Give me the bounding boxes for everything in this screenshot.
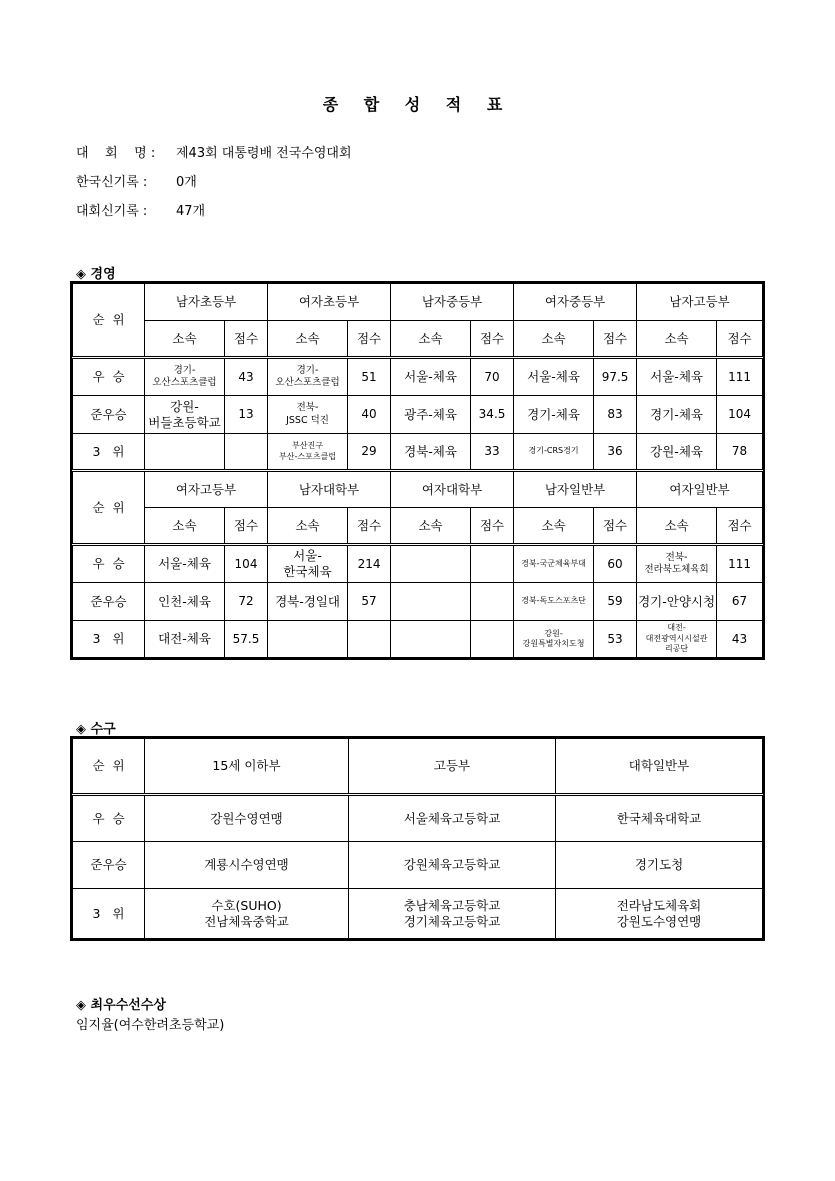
score-cell: 72: [225, 583, 268, 621]
score-cell: 57.5: [225, 621, 268, 658]
rank-cell: 3 위: [73, 889, 145, 939]
team-cell: 경북-독도스포츠단: [514, 583, 594, 621]
team-cell: 경기- 오산스포츠클럽: [145, 358, 225, 396]
score-header: 점수: [471, 321, 514, 358]
team-cell: 경기도청: [556, 842, 763, 889]
info-row-korean-record: [76, 171, 197, 190]
rank-cell: 준우승: [73, 842, 145, 889]
score-cell: [471, 583, 514, 621]
section-title-swimming: ◈ 경영: [76, 267, 116, 282]
division-header: 15세 이하부: [145, 739, 349, 795]
division-header: 여자일반부: [637, 471, 763, 508]
rank-cell: 우 승: [73, 545, 145, 583]
table-row: [73, 621, 763, 658]
score-cell: 29: [348, 434, 391, 471]
team-cell: 강원-체육: [637, 434, 717, 471]
info-label: 대회신기록 :: [76, 204, 148, 219]
rank-cell: 3 위: [73, 621, 145, 658]
rank-cell: 우 승: [73, 358, 145, 396]
sub-header-row: [73, 508, 763, 545]
score-cell: 40: [348, 396, 391, 434]
team-cell: 경기-체육: [637, 396, 717, 434]
team-header: 소속: [391, 321, 471, 358]
page-title: 종 합 성 적 표: [322, 95, 513, 114]
team-cell: 강원- 강원특별자치도청: [514, 621, 594, 658]
team-header: 소속: [268, 321, 348, 358]
table-row: [73, 358, 763, 396]
team-cell: 경북-경일대: [268, 583, 348, 621]
team-cell: 계룡시수영연맹: [145, 842, 349, 889]
score-cell: 67: [717, 583, 763, 621]
rank-cell: 우 승: [73, 795, 145, 842]
table-row: [73, 396, 763, 434]
team-cell: 전북- JSSC 덕진: [268, 396, 348, 434]
waterpolo-header-row: [73, 739, 763, 795]
score-cell: 36: [594, 434, 637, 471]
score-cell: 53: [594, 621, 637, 658]
team-cell: 인천-체육: [145, 583, 225, 621]
score-cell: 78: [717, 434, 763, 471]
team-header: 소속: [391, 508, 471, 545]
team-cell: 강원- 버들초등학교: [145, 396, 225, 434]
team-header: 소속: [514, 321, 594, 358]
info-value: 47개: [176, 204, 206, 219]
table-row: [73, 795, 763, 842]
table-row: [73, 583, 763, 621]
info-label: 대 회 명 :: [76, 146, 156, 161]
score-header: 점수: [348, 321, 391, 358]
info-row-meet: [76, 142, 352, 161]
team-cell: 강원수영연맹: [145, 795, 349, 842]
team-cell: 경기-CRS경기: [514, 434, 594, 471]
score-cell: 60: [594, 545, 637, 583]
team-cell: 강원체육고등학교: [349, 842, 556, 889]
rank-cell: 3 위: [73, 434, 145, 471]
rank-header: 순 위: [73, 284, 145, 358]
score-cell: 104: [225, 545, 268, 583]
division-header-row: [73, 471, 763, 508]
score-cell: 70: [471, 358, 514, 396]
team-header: 소속: [145, 321, 225, 358]
score-cell: [225, 434, 268, 471]
team-cell: 한국체육대학교: [556, 795, 763, 842]
division-header: 남자일반부: [514, 471, 637, 508]
info-value: 0개: [176, 175, 197, 190]
team-cell: 부산진구 부산-스포츠클럽: [268, 434, 348, 471]
team-cell: [391, 621, 471, 658]
division-header: 여자고등부: [145, 471, 268, 508]
score-cell: 111: [717, 358, 763, 396]
division-header: 대학일반부: [556, 739, 763, 795]
score-cell: 13: [225, 396, 268, 434]
best-player-name: 임지율(여수한려초등학교): [76, 1018, 225, 1033]
score-cell: 43: [225, 358, 268, 396]
section-title-best-player: ◈ 최우수선수상: [76, 998, 166, 1013]
division-header: 여자대학부: [391, 471, 514, 508]
score-header: 점수: [594, 321, 637, 358]
score-header: 점수: [348, 508, 391, 545]
score-cell: 33: [471, 434, 514, 471]
division-header: 여자초등부: [268, 284, 391, 321]
team-cell: 경북-체육: [391, 434, 471, 471]
score-cell: 97.5: [594, 358, 637, 396]
team-cell: 광주-체육: [391, 396, 471, 434]
team-cell: 서울-체육: [637, 358, 717, 396]
division-header-row: [73, 284, 763, 321]
division-header: 남자중등부: [391, 284, 514, 321]
division-header: 남자고등부: [637, 284, 763, 321]
team-cell: 대전- 대전광역시시설관 리공단: [637, 621, 717, 658]
team-cell: [268, 621, 348, 658]
section-title-waterpolo: ◈ 수구: [76, 722, 116, 737]
score-header: 점수: [225, 508, 268, 545]
team-cell: 서울-체육: [145, 545, 225, 583]
score-cell: [471, 545, 514, 583]
score-cell: 214: [348, 545, 391, 583]
score-header: 점수: [717, 321, 763, 358]
score-cell: [471, 621, 514, 658]
info-value: 제43회 대통령배 전국수영대회: [176, 146, 352, 161]
team-cell: 경기- 오산스포츠클럽: [268, 358, 348, 396]
division-header: 남자초등부: [145, 284, 268, 321]
score-header: 점수: [717, 508, 763, 545]
team-cell: 경기-체육: [514, 396, 594, 434]
waterpolo-results-table: [72, 738, 763, 939]
table-row: [73, 842, 763, 889]
info-label: 한국신기록 :: [76, 175, 148, 190]
score-cell: 111: [717, 545, 763, 583]
info-row-meet-record: [76, 200, 205, 219]
score-cell: 43: [717, 621, 763, 658]
team-cell: 수호(SUHO) 전남체육중학교: [145, 889, 349, 939]
sub-header-row: [73, 321, 763, 358]
table-row: [73, 434, 763, 471]
team-cell: [391, 583, 471, 621]
score-header: 점수: [594, 508, 637, 545]
team-cell: 전북- 전라북도체육회: [637, 545, 717, 583]
division-header: 여자중등부: [514, 284, 637, 321]
rank-header: 순 위: [73, 739, 145, 795]
team-header: 소속: [145, 508, 225, 545]
score-cell: 59: [594, 583, 637, 621]
team-cell: [391, 545, 471, 583]
team-cell: 경기-안양시청: [637, 583, 717, 621]
table-row: [73, 889, 763, 939]
rank-cell: 준우승: [73, 583, 145, 621]
score-cell: 34.5: [471, 396, 514, 434]
score-cell: 57: [348, 583, 391, 621]
score-cell: 83: [594, 396, 637, 434]
team-header: 소속: [268, 508, 348, 545]
team-cell: 전라남도체육회 강원도수영연맹: [556, 889, 763, 939]
score-cell: 51: [348, 358, 391, 396]
rank-cell: 준우승: [73, 396, 145, 434]
team-cell: 충남체육고등학교 경기체육고등학교: [349, 889, 556, 939]
team-cell: 경북-국군체육부대: [514, 545, 594, 583]
team-header: 소속: [637, 321, 717, 358]
team-header: 소속: [514, 508, 594, 545]
division-header: 고등부: [349, 739, 556, 795]
swimming-results-table: [72, 283, 763, 658]
team-cell: 서울-체육: [391, 358, 471, 396]
score-header: 점수: [225, 321, 268, 358]
team-cell: 대전-체육: [145, 621, 225, 658]
team-cell: 서울-체육: [514, 358, 594, 396]
division-header: 남자대학부: [268, 471, 391, 508]
team-cell: [145, 434, 225, 471]
team-header: 소속: [637, 508, 717, 545]
score-header: 점수: [471, 508, 514, 545]
team-cell: 서울체육고등학교: [349, 795, 556, 842]
score-cell: [348, 621, 391, 658]
team-cell: 서울- 한국체육: [268, 545, 348, 583]
rank-header: 순 위: [73, 471, 145, 545]
score-cell: 104: [717, 396, 763, 434]
table-row: [73, 545, 763, 583]
